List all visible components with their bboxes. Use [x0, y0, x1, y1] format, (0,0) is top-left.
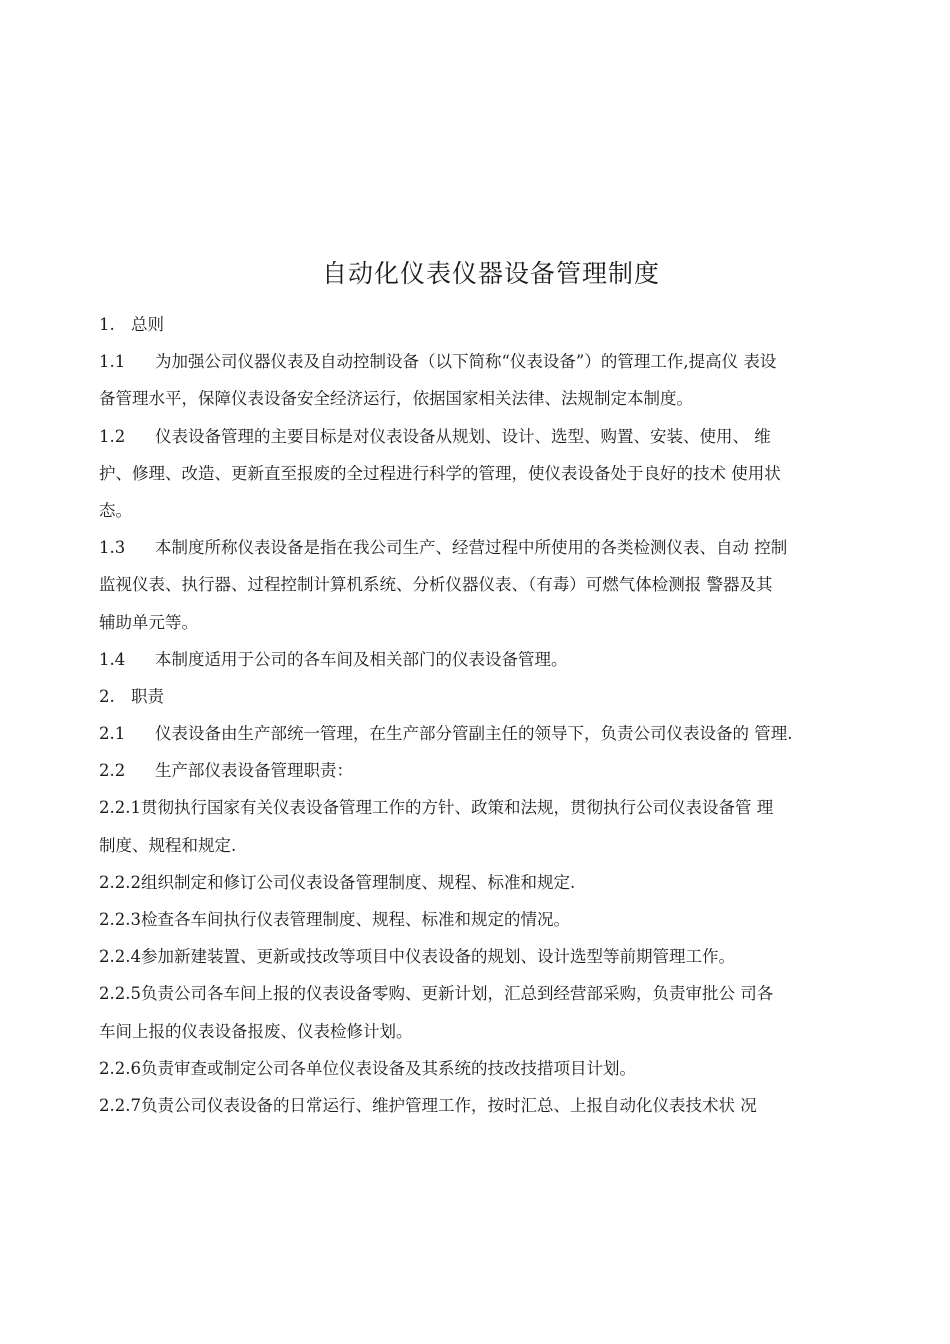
- clause-text: 贯彻执行国家有关仪表设备管理工作的方针、政策和法规，贯彻执行公司仪表设备管 理: [140, 798, 774, 818]
- paragraph-line: [99, 604, 867, 641]
- section-heading: [99, 678, 867, 715]
- clause-text: 负责公司各车间上报的仪表设备零购、更新计划，汇总到经营部采购，负责审批公 司各: [140, 984, 774, 1004]
- paragraph-line: [99, 752, 867, 789]
- paragraph-line: [99, 827, 867, 864]
- paragraph-line: [99, 418, 867, 455]
- document-body: [99, 306, 867, 1124]
- clause-number: 2.2.7: [99, 1095, 141, 1115]
- clause-number: 2.1: [99, 724, 126, 744]
- clause-number: 1.4: [99, 649, 126, 669]
- clause-number: 2.2.4: [99, 947, 141, 967]
- clause-text: 车间上报的仪表设备报废、仪表检修计划。: [99, 1021, 413, 1041]
- clause-text: 为加强公司仪器仪表及自动控制设备（以下简称“仪表设备”）的管理工作,提高仪 表设: [155, 352, 777, 372]
- clause-text: 本制度所称仪表设备是指在我公司生产、经营过程中所使用的各类检测仪表、自动 控制: [155, 538, 788, 558]
- clause-text: 参加新建装置、更新或技改等项目中仪表设备的规划、设计选型等前期管理工作。: [140, 947, 735, 967]
- section-number: 1.: [99, 315, 115, 334]
- paragraph-line: [99, 1087, 867, 1124]
- clause-number: 2.2.2: [99, 872, 141, 892]
- paragraph-line: [99, 975, 867, 1012]
- clause-number: 2.2.5: [99, 984, 141, 1004]
- clause-number: 2.2.1: [99, 798, 141, 818]
- paragraph-line: [99, 1013, 867, 1050]
- clause-text: 备管理水平，保障仪表设备安全经济运行，依据国家相关法律、法规制定本制度。: [99, 389, 693, 409]
- paragraph-line: [99, 715, 867, 752]
- clause-text: 负责公司仪表设备的日常运行、维护管理工作，按时汇总、上报自动化仪表技术状 况: [140, 1095, 757, 1115]
- clause-number: 1.2: [99, 426, 126, 446]
- paragraph-line: [99, 529, 867, 566]
- paragraph-line: [99, 455, 867, 492]
- paragraph-line: [99, 641, 867, 678]
- paragraph-line: [99, 566, 867, 603]
- paragraph-line: [99, 380, 867, 417]
- clause-text: 制度、规程和规定.: [99, 835, 237, 855]
- section-title: 职责: [131, 686, 164, 706]
- section-number: 2.: [99, 686, 115, 706]
- clause-text: 组织制定和修订公司仪表设备管理制度、规程、标准和规定.: [140, 872, 576, 892]
- section-heading: [99, 306, 867, 343]
- document-title: 自动化仪表仪器设备管理制度: [321, 259, 660, 288]
- clause-text: 态。: [99, 500, 132, 520]
- section-title: 总则: [131, 315, 164, 334]
- clause-number: 2.2: [99, 761, 126, 781]
- clause-text: 监视仪表、执行器、过程控制计算机系统、分析仪器仪表、（有毒）可燃气体检测报 警器及其: [99, 575, 773, 595]
- clause-text: 本制度适用于公司的各车间及相关部门的仪表设备管理。: [155, 649, 568, 669]
- paragraph-line: [99, 864, 867, 901]
- clause-text: 仪表设备由生产部统一管理，在生产部分管副主任的领导下，负责公司仪表设备的 管理.: [155, 724, 793, 744]
- paragraph-line: [99, 1050, 867, 1087]
- paragraph-line: [99, 789, 867, 826]
- clause-number: 1.3: [99, 538, 126, 558]
- clause-number: 2.2.6: [99, 1058, 141, 1078]
- paragraph-line: [99, 343, 867, 380]
- clause-text: 辅助单元等。: [99, 612, 198, 632]
- clause-number: 2.2.3: [99, 910, 141, 929]
- clause-text: 护、修理、改造、更新直至报废的全过程进行科学的管理，使仪表设备处于良好的技术 使用状: [99, 463, 781, 483]
- paragraph-line: [99, 901, 867, 938]
- paragraph-line: [99, 938, 867, 975]
- clause-text: 检查各车间执行仪表管理制度、规程、标准和规定的情况。: [140, 910, 570, 929]
- clause-number: 1.1: [99, 352, 126, 372]
- clause-text: 负责审查或制定公司各单位仪表设备及其系统的技改技措项目计划。: [140, 1058, 636, 1078]
- paragraph-line: [99, 492, 867, 529]
- clause-text: 仪表设备管理的主要目标是对仪表设备从规划、设计、选型、购置、安装、使用、 维: [155, 426, 771, 446]
- clause-text: 生产部仪表设备管理职责：: [155, 761, 353, 781]
